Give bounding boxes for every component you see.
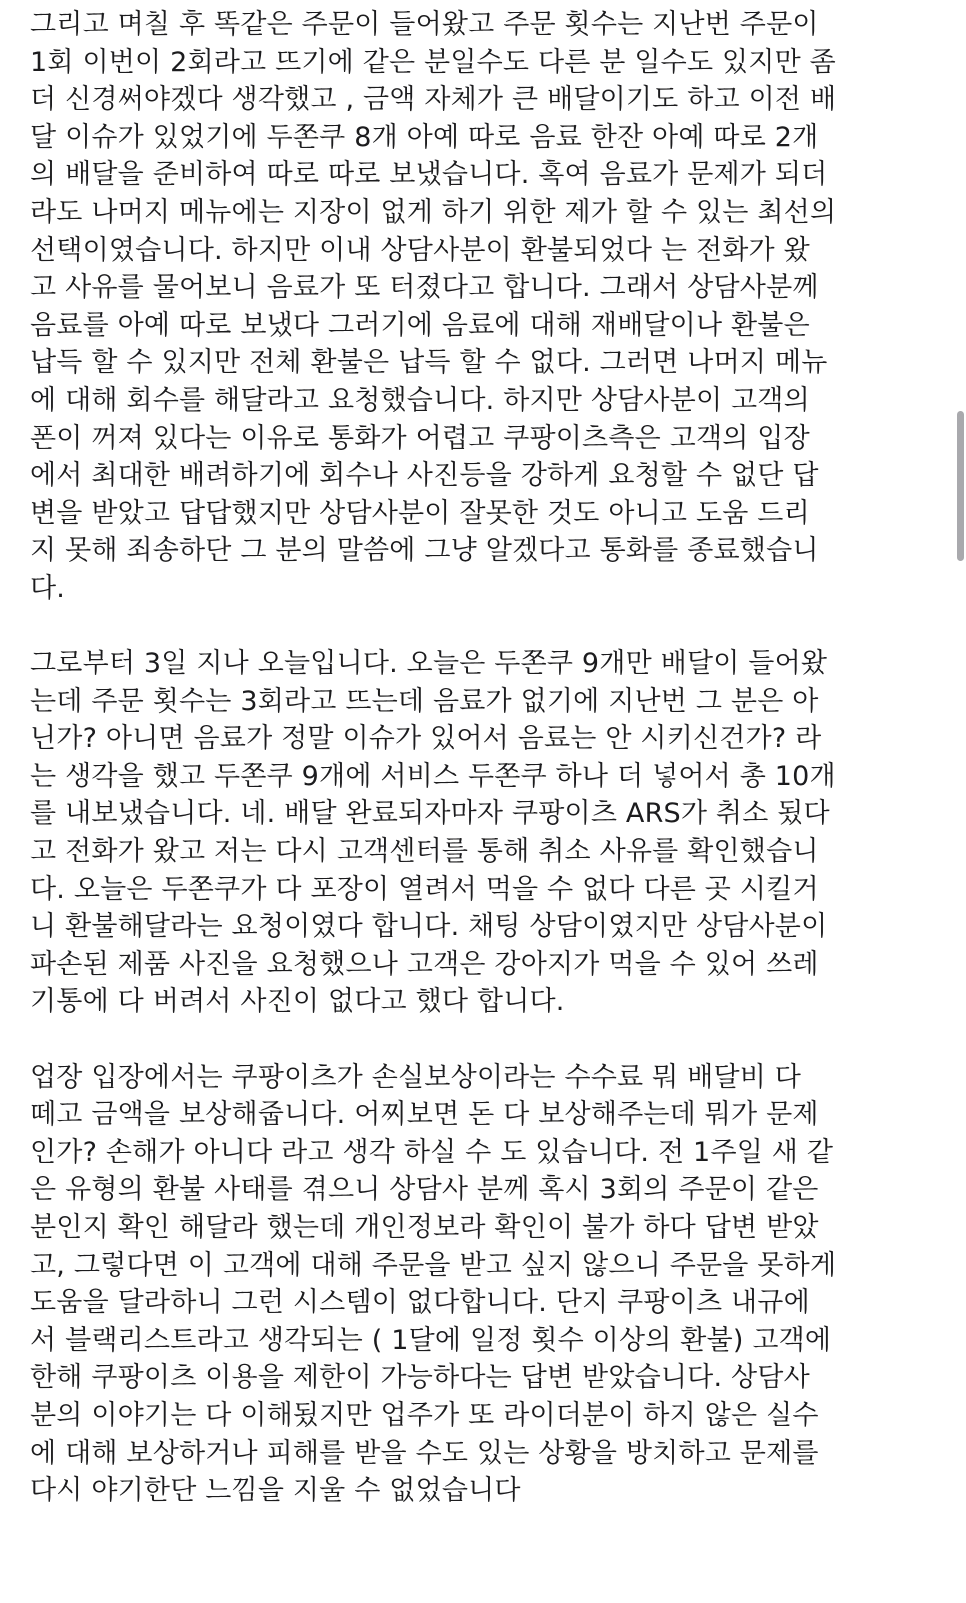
- text-line: 납득 할 수 있지만 전체 환불은 납득 할 수 없다. 그러면 나머지 메뉴: [30, 347, 828, 379]
- text-line: 더 신경써야겠다 생각했고 , 금액 자체가 큰 배달이기도 하고 이전 배: [30, 84, 837, 116]
- paragraph-2: [30, 645, 925, 1021]
- text-line: 의 배달을 준비하여 따로 따로 보냈습니다. 혹여 음료가 문제가 되더: [30, 159, 828, 191]
- text-line: 지 못해 죄송하단 그 분의 말씀에 그냥 알겠다고 통화를 종료했습니: [30, 535, 819, 567]
- post-body: [30, 6, 925, 1510]
- text-line: 파손된 제품 사진을 요청했으나 고객은 강아지가 먹을 수 있어 쓰레: [30, 948, 819, 980]
- text-line: 선택이였습니다. 하지만 이내 상담사분이 환불되었다 는 전화가 왔: [30, 234, 810, 266]
- text-line: 고, 그렇다면 이 고객에 대해 주문을 받고 싶지 않으니 주문을 못하게: [30, 1249, 837, 1281]
- text-line: 음료를 아예 따로 보냈다 그러기에 음료에 대해 재배달이나 환불은: [30, 309, 810, 341]
- text-line: 에서 최대한 배려하기에 회수나 사진등을 강하게 요청할 수 없단 답: [30, 460, 819, 492]
- text-line: 라도 나머지 메뉴에는 지장이 없게 하기 위한 제가 할 수 있는 최선의: [30, 196, 837, 228]
- text-line: 떼고 금액을 보상해줍니다. 어찌보면 돈 다 보상해주는데 뭐가 문제: [30, 1099, 819, 1131]
- text-line: 니 환불해달라는 요청이였다 합니다. 채팅 상담이였지만 상담사분이: [30, 911, 828, 943]
- text-line: 폰이 꺼져 있다는 이유로 통화가 어렵고 쿠팡이츠측은 고객의 입장: [30, 422, 810, 454]
- text-line: 는데 주문 횟수는 3회라고 뜨는데 음료가 없기에 지난번 그 분은 아: [30, 685, 819, 717]
- text-line: 닌가? 아니면 음료가 정말 이슈가 있어서 음료는 안 시키신건가? 라: [30, 723, 822, 755]
- text-line: 고 사유를 물어보니 음료가 또 터졌다고 합니다. 그래서 상담사분께: [30, 272, 819, 304]
- text-line: 는 생각을 했고 두쫀쿠 9개에 서비스 두쫀쿠 하나 더 넣어서 총 10개: [30, 760, 836, 792]
- text-line: 도움을 달라하니 그런 시스템이 없다합니다. 단지 쿠팡이츠 내규에: [30, 1287, 810, 1319]
- text-line: 인가? 손해가 아니다 라고 생각 하실 수 도 있습니다. 전 1주일 새 같: [30, 1136, 834, 1168]
- text-line: 다.: [30, 572, 66, 604]
- text-line: 은 유형의 환불 사태를 겪으니 상담사 분께 혹시 3회의 주문이 같은: [30, 1174, 819, 1206]
- text-line: 달 이슈가 있었기에 두쫀쿠 8개 아예 따로 음료 한잔 아예 따로 2개: [30, 121, 819, 153]
- text-line: 다시 야기한단 느낌을 지울 수 없었습니다: [30, 1475, 521, 1507]
- text-line: 다. 오늘은 두쫀쿠가 다 포장이 열려서 먹을 수 없다 다른 곳 시킬거: [30, 873, 819, 905]
- text-line: 한해 쿠팡이츠 이용을 제한이 가능하다는 답변 받았습니다. 상담사: [30, 1362, 810, 1394]
- text-line: 를 내보냈습니다. 네. 배달 완료되자마자 쿠팡이츠 ARS가 취소 됬다: [30, 798, 830, 830]
- text-line: 기통에 다 버려서 사진이 없다고 했다 합니다.: [30, 986, 565, 1018]
- text-line: 그리고 며칠 후 똑같은 주문이 들어왔고 주문 횟수는 지난번 주문이: [30, 9, 819, 40]
- text-line: 변을 받았고 답답했지만 상담사분이 잘못한 것도 아니고 도움 드리: [30, 497, 810, 529]
- text-line: 고 전화가 왔고 저는 다시 고객센터를 통해 취소 사유를 확인했습니: [30, 836, 819, 868]
- text-line: 그로부터 3일 지나 오늘입니다. 오늘은 두쫀쿠 9개만 배달이 들어왔: [30, 648, 828, 680]
- text-line: 분의 이야기는 다 이해됬지만 업주가 또 라이더분이 하지 않은 실수: [30, 1399, 819, 1431]
- text-line: 업장 입장에서는 쿠팡이츠가 손실보상이라는 수수료 뭐 배달비 다: [30, 1061, 802, 1093]
- text-line: 분인지 확인 해달라 했는데 개인정보라 확인이 불가 하다 답변 받았: [30, 1212, 819, 1243]
- vertical-scrollbar[interactable]: [957, 411, 964, 561]
- text-line: 에 대해 회수를 해달라고 요청했습니다. 하지만 상담사분이 고객의: [30, 384, 810, 416]
- paragraph-1: [30, 6, 925, 608]
- text-line: 에 대해 보상하거나 피해를 받을 수도 있는 상황을 방치하고 문제를: [30, 1437, 819, 1469]
- text-line: 1회 이번이 2회라고 뜨기에 같은 분일수도 다른 분 일수도 있지만 좀: [30, 46, 836, 78]
- paragraph-3: [30, 1059, 925, 1510]
- text-line: 서 블랙리스트라고 생각되는 ( 1달에 일정 횟수 이상의 환불) 고객에: [30, 1324, 832, 1356]
